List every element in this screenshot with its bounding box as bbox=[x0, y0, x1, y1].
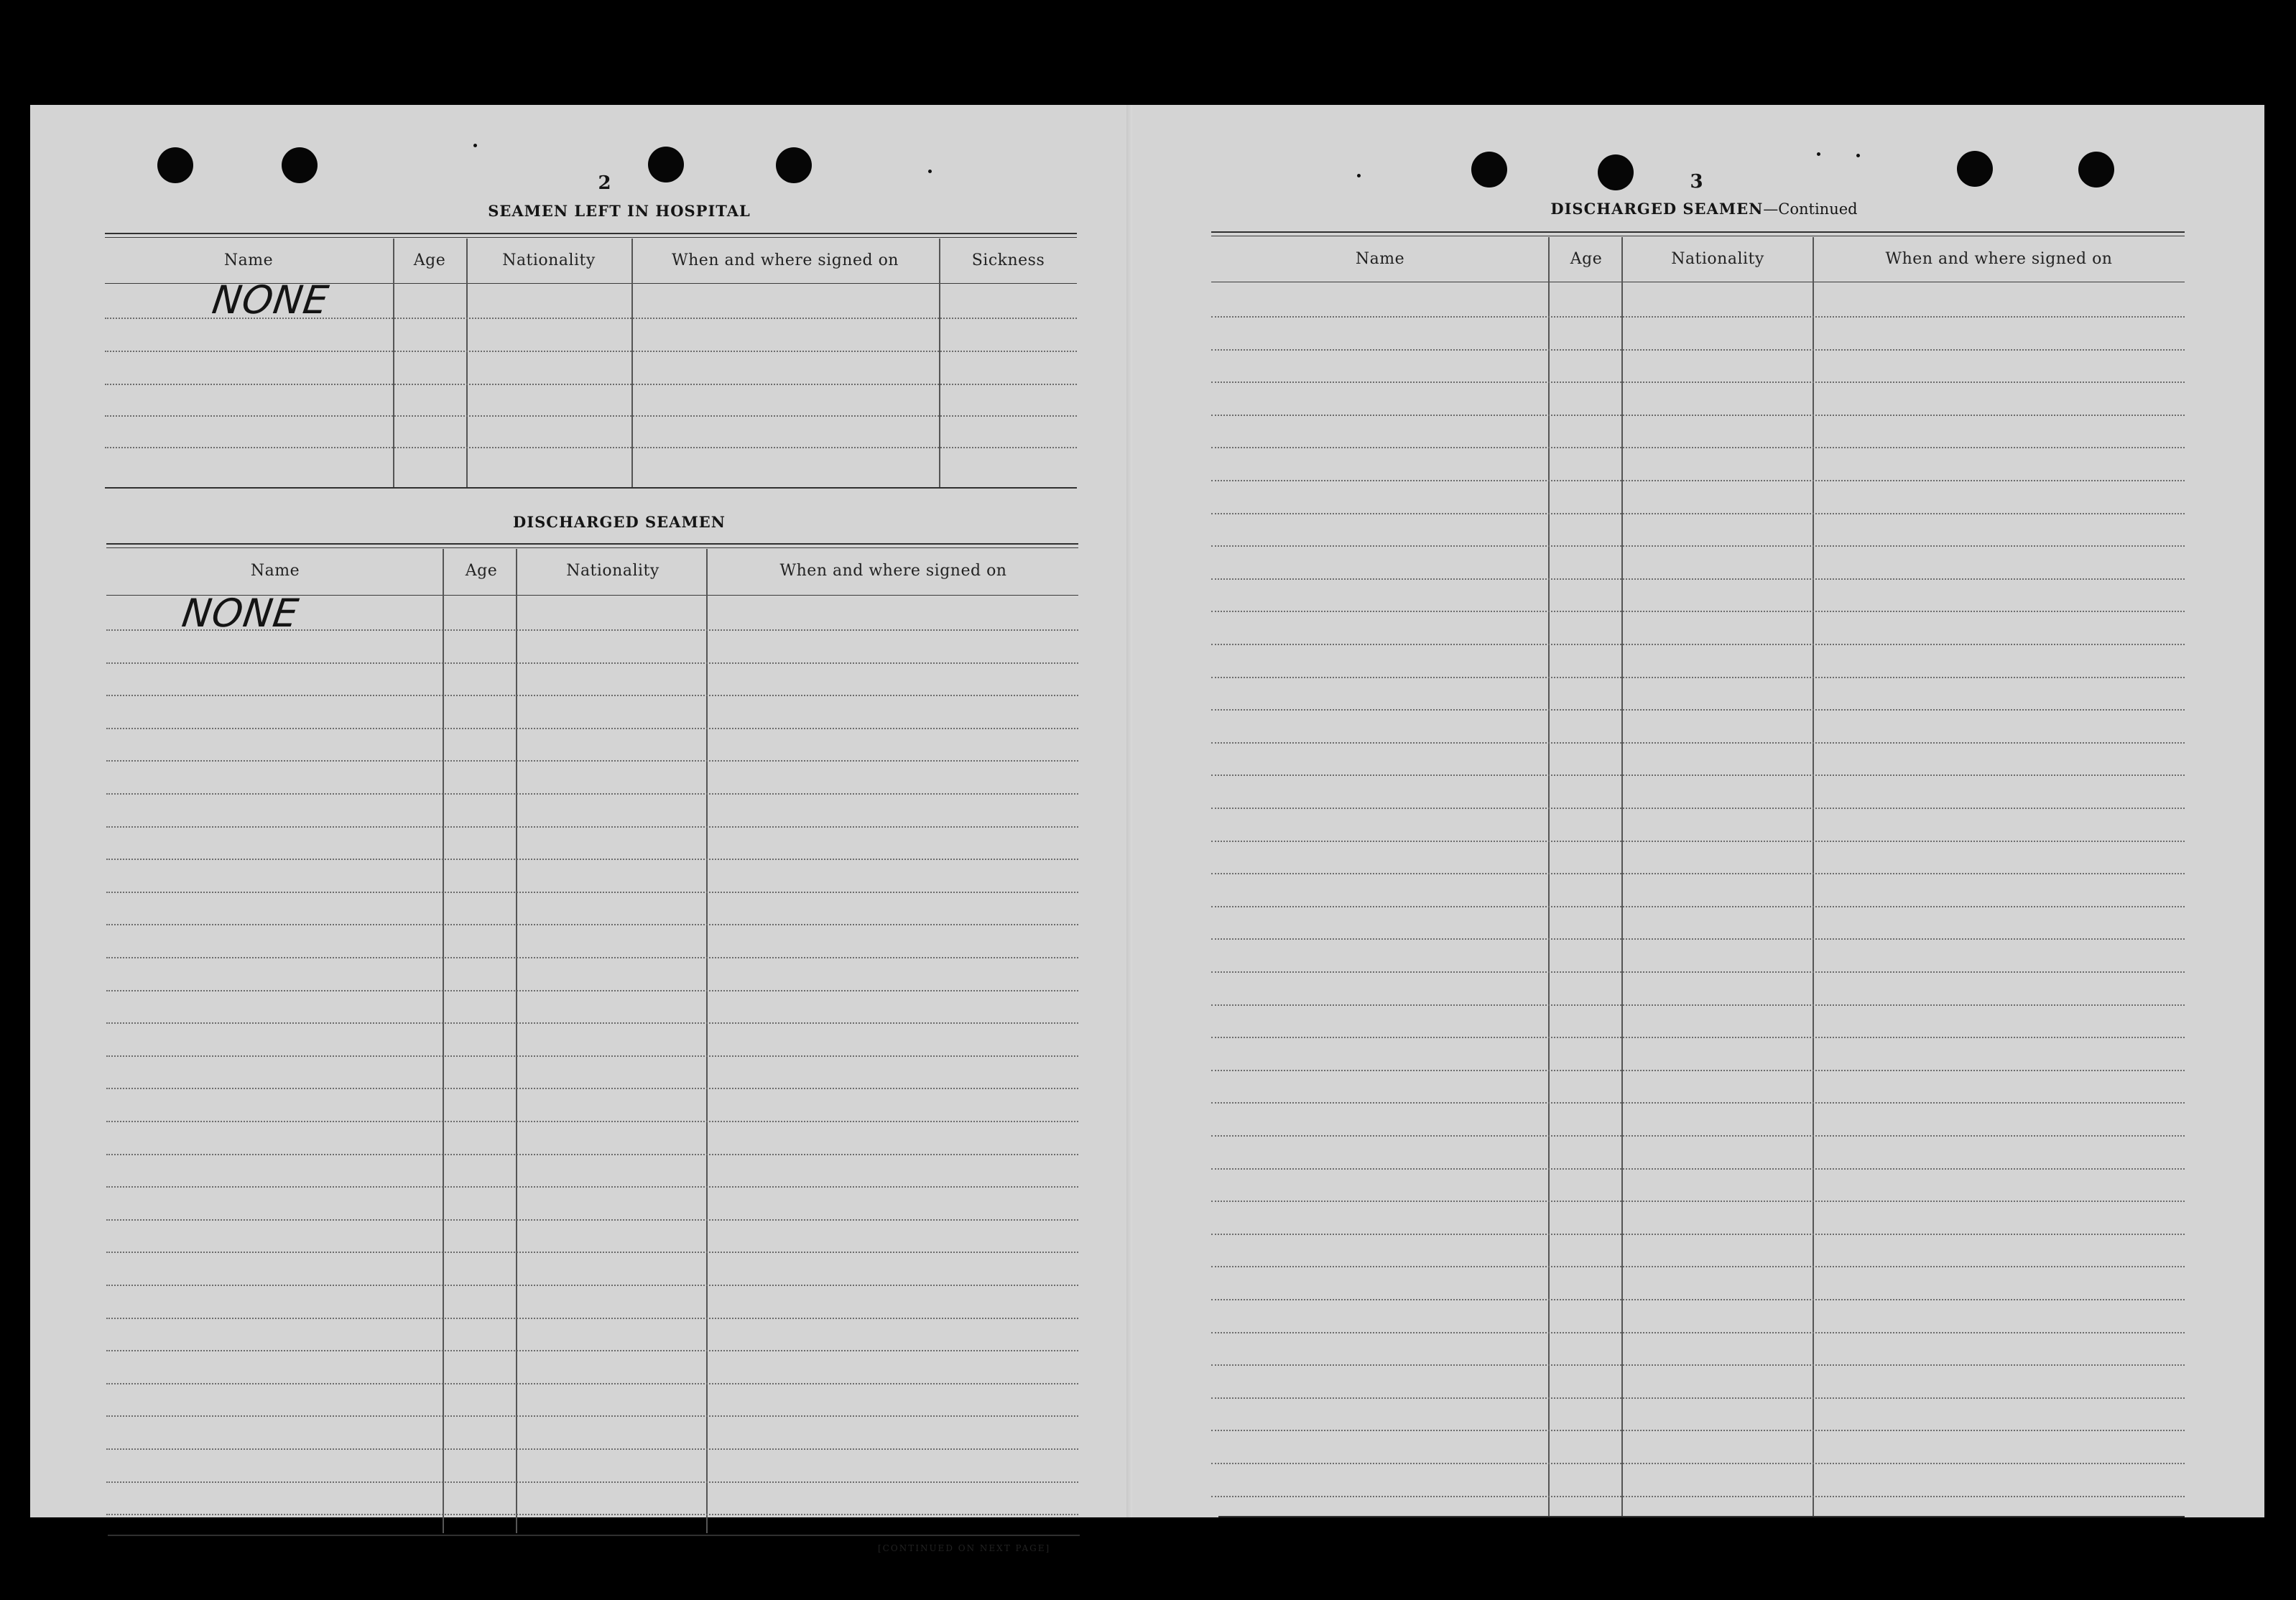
ruled-line bbox=[1211, 513, 2185, 514]
punch-hole bbox=[776, 147, 812, 183]
handwritten-entry: NONE bbox=[179, 591, 302, 636]
discharged-table-top-rule-2 bbox=[106, 547, 1078, 548]
discharged-table-top-rule bbox=[106, 543, 1078, 545]
ruled-line bbox=[1211, 316, 2185, 318]
ruled-line bbox=[106, 1383, 1078, 1384]
hospital-table-bottom-rule bbox=[105, 487, 1077, 489]
discharged-table-bottom-rule bbox=[108, 1535, 1080, 1536]
title-suffix: —Continued bbox=[1763, 200, 1858, 218]
column-divider bbox=[466, 239, 468, 487]
ruled-line bbox=[1211, 677, 2185, 678]
discharged-section-title: DISCHARGED SEAMEN bbox=[513, 513, 726, 531]
title-main: DISCHARGED SEAMEN bbox=[1550, 200, 1764, 218]
speck bbox=[1856, 154, 1860, 157]
column-divider bbox=[706, 549, 708, 1533]
ruled-line bbox=[105, 415, 1077, 417]
column-divider bbox=[1548, 237, 1550, 1516]
punch-hole bbox=[157, 147, 193, 183]
manifest-sheet bbox=[30, 105, 2264, 1553]
ruled-line bbox=[1211, 1430, 2185, 1431]
ruled-line bbox=[1211, 1168, 2185, 1170]
ruled-line bbox=[1211, 808, 2185, 809]
hospital-section-title: SEAMEN LEFT IN HOSPITAL bbox=[488, 202, 751, 220]
punch-hole bbox=[648, 147, 684, 182]
ruled-line bbox=[106, 662, 1078, 664]
ruled-line bbox=[1211, 644, 2185, 645]
ruled-line bbox=[1211, 1037, 2185, 1038]
ruled-line bbox=[1211, 1299, 2185, 1300]
ruled-line bbox=[106, 1121, 1078, 1122]
column-divider bbox=[939, 239, 940, 487]
hospital-col-signed-on: When and where signed on bbox=[672, 251, 899, 269]
ruled-line bbox=[1211, 742, 2185, 744]
ruled-line bbox=[106, 859, 1078, 860]
hospital-table-top-rule-2 bbox=[105, 237, 1077, 238]
ruled-line bbox=[1211, 1070, 2185, 1071]
ruled-line bbox=[1211, 349, 2185, 351]
discharged-continued-title bbox=[1460, 200, 1948, 218]
speck bbox=[1817, 152, 1820, 156]
ruled-line bbox=[1211, 709, 2185, 711]
ruled-line bbox=[106, 1088, 1078, 1089]
right-table-top-rule bbox=[1211, 231, 2185, 233]
ruled-line bbox=[106, 1219, 1078, 1221]
ruled-line bbox=[106, 1448, 1078, 1450]
ruled-line bbox=[106, 826, 1078, 828]
ruled-line bbox=[106, 1055, 1078, 1057]
ruled-line bbox=[106, 1252, 1078, 1253]
ruled-line bbox=[1211, 1496, 2185, 1497]
ruled-line bbox=[1211, 381, 2185, 383]
ruled-line bbox=[1211, 1234, 2185, 1235]
ruled-line bbox=[1211, 841, 2185, 842]
ruled-line bbox=[106, 1415, 1078, 1417]
hospital-col-name: Name bbox=[223, 251, 274, 269]
ruled-line bbox=[105, 384, 1077, 385]
ruled-line bbox=[1211, 1463, 2185, 1464]
ruled-line bbox=[106, 728, 1078, 729]
ruled-line bbox=[1211, 545, 2185, 547]
ruled-line bbox=[106, 1154, 1078, 1155]
discharged-col-nationality: Nationality bbox=[566, 562, 659, 580]
ruled-line bbox=[106, 924, 1078, 925]
ruled-line bbox=[106, 1481, 1078, 1483]
ruled-line bbox=[1211, 1201, 2185, 1202]
ruled-line bbox=[1211, 1004, 2185, 1006]
ruled-line bbox=[1211, 1266, 2185, 1267]
column-divider bbox=[516, 549, 517, 1533]
hospital-col-sickness: Sickness bbox=[971, 251, 1045, 269]
hospital-table-top-rule bbox=[105, 233, 1077, 234]
speck bbox=[1357, 174, 1361, 177]
ruled-line bbox=[106, 1022, 1078, 1024]
ruled-line bbox=[105, 351, 1077, 352]
ruled-line bbox=[105, 447, 1077, 448]
ruled-line bbox=[106, 1285, 1078, 1286]
discharged-col-name: Name bbox=[250, 562, 300, 580]
ruled-line bbox=[1211, 971, 2185, 973]
right-col-name: Name bbox=[1355, 250, 1405, 268]
ruled-line bbox=[106, 1318, 1078, 1319]
punch-hole bbox=[282, 147, 318, 183]
column-divider bbox=[1813, 237, 1814, 1516]
ruled-line bbox=[1211, 1102, 2185, 1104]
ruled-line bbox=[106, 892, 1078, 893]
ruled-line bbox=[1211, 906, 2185, 907]
column-divider bbox=[443, 549, 444, 1533]
column-divider bbox=[631, 239, 633, 487]
right-table-bottom-rule bbox=[1218, 1516, 2185, 1517]
punch-hole bbox=[2078, 152, 2114, 188]
ruled-line bbox=[1211, 1332, 2185, 1333]
page-fold bbox=[1126, 105, 1132, 1517]
ruled-line bbox=[106, 957, 1078, 958]
ruled-line bbox=[1211, 480, 2185, 481]
ruled-line bbox=[106, 760, 1078, 762]
punch-hole bbox=[1471, 152, 1507, 188]
right-col-age: Age bbox=[1570, 250, 1603, 268]
ruled-line bbox=[1211, 578, 2185, 580]
ruled-line bbox=[106, 695, 1078, 696]
discharged-col-signed-on: When and where signed on bbox=[779, 562, 1007, 580]
discharged-col-age: Age bbox=[465, 562, 498, 580]
speck bbox=[473, 144, 477, 147]
ruled-line bbox=[1211, 774, 2185, 776]
punch-hole bbox=[1957, 151, 1993, 187]
ruled-line bbox=[1211, 415, 2185, 416]
ruled-line bbox=[1211, 938, 2185, 940]
ruled-line bbox=[106, 1350, 1078, 1351]
ruled-line bbox=[1211, 1135, 2185, 1137]
page-number: 3 bbox=[1690, 171, 1704, 193]
right-col-nationality: Nationality bbox=[1671, 250, 1764, 268]
right-col-signed-on: When and where signed on bbox=[1885, 250, 2113, 268]
ruled-line bbox=[106, 793, 1078, 795]
ruled-line bbox=[1211, 1397, 2185, 1399]
page-number: 2 bbox=[598, 172, 612, 194]
ruled-line bbox=[1211, 1364, 2185, 1366]
ruled-line bbox=[1211, 611, 2185, 612]
ruled-line bbox=[106, 1514, 1078, 1515]
handwritten-entry: NONE bbox=[209, 277, 332, 323]
ruled-line bbox=[106, 990, 1078, 991]
ruled-line bbox=[1211, 873, 2185, 874]
hospital-col-nationality: Nationality bbox=[502, 251, 596, 269]
ruled-line bbox=[1211, 447, 2185, 448]
hospital-col-age: Age bbox=[413, 251, 446, 269]
ruled-line bbox=[106, 1186, 1078, 1188]
speck bbox=[928, 170, 932, 173]
column-divider bbox=[393, 239, 394, 487]
column-divider bbox=[1621, 237, 1623, 1516]
continued-footnote: [CONTINUED ON NEXT PAGE] bbox=[878, 1543, 1051, 1553]
punch-hole bbox=[1598, 154, 1634, 190]
